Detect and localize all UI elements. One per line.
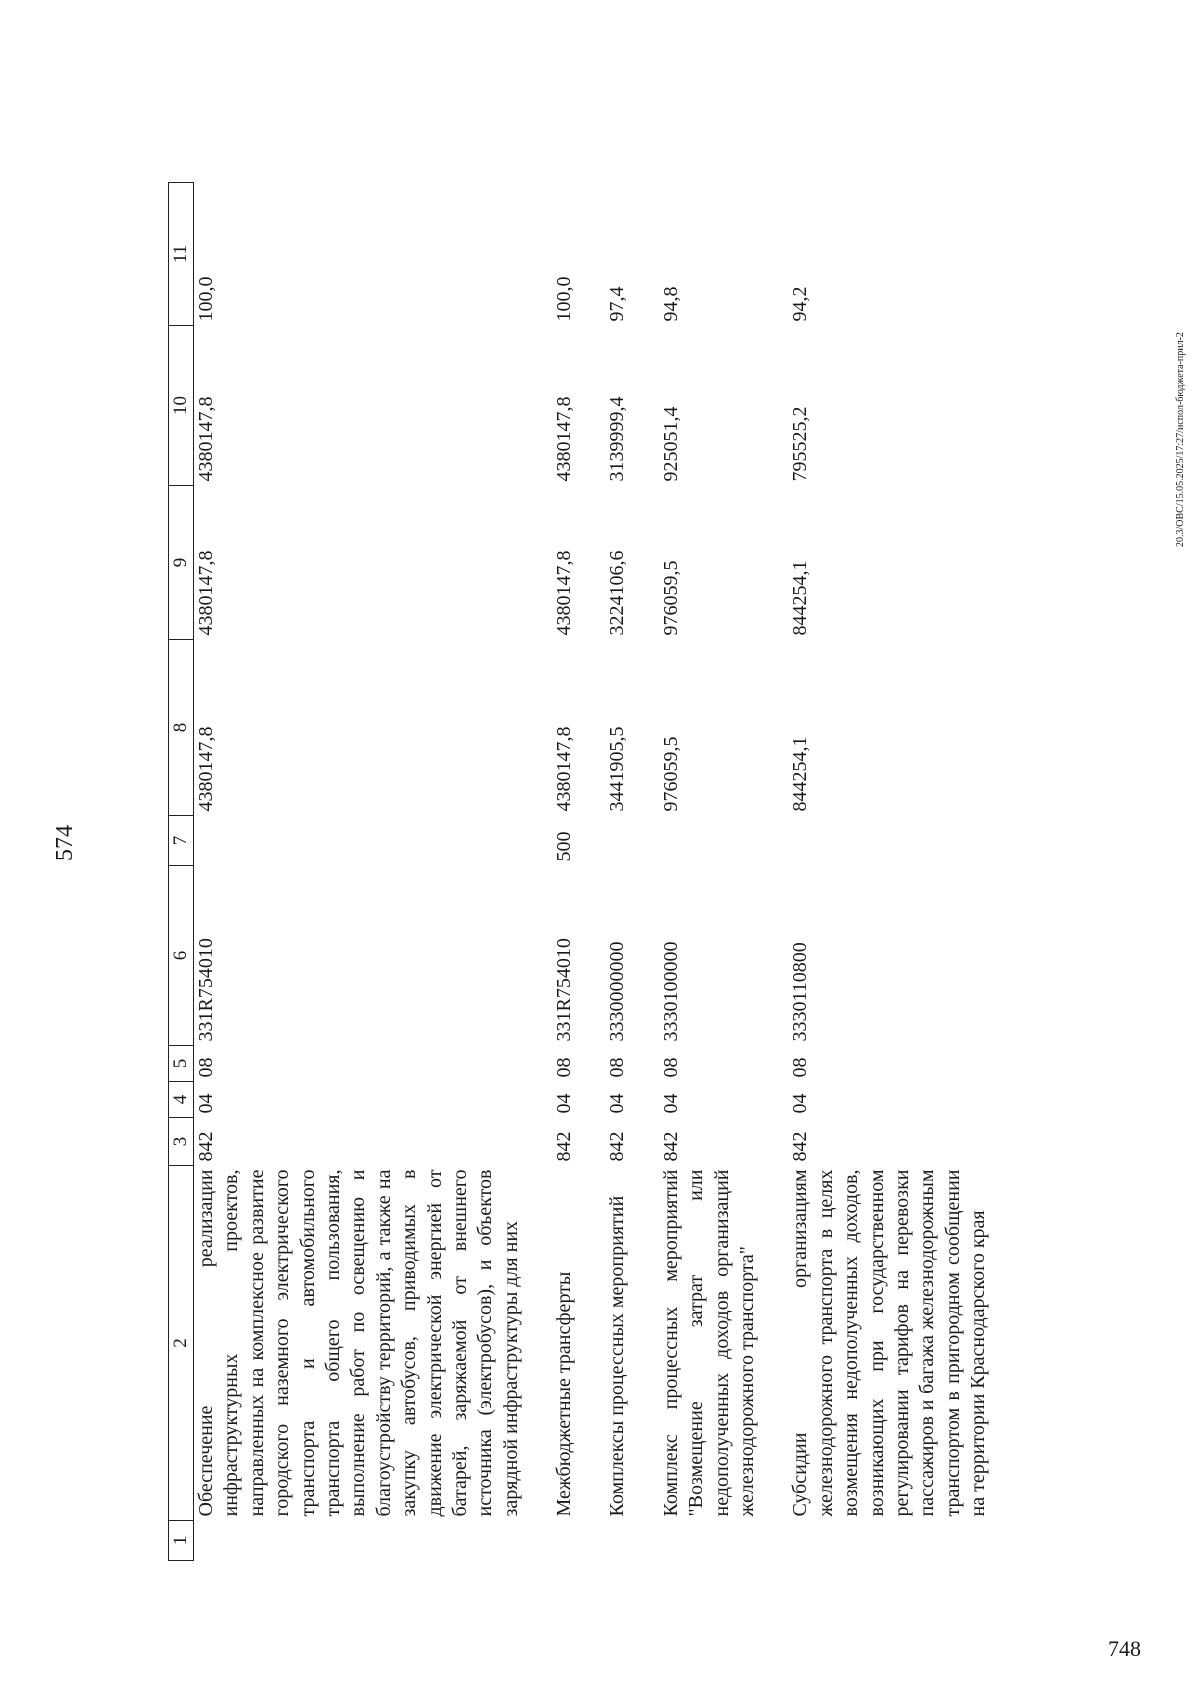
document-reference: 20.3/ОВС/15.05.2025/17:27/испол-бюджета-прил-2 xyxy=(1175,332,1186,547)
cell-admin-code: 842 xyxy=(789,1131,812,1162)
cell-subsection: 08 xyxy=(789,1057,812,1078)
cell-empty xyxy=(194,1521,553,1561)
cell-col10: 925051,4 xyxy=(659,406,682,482)
cell-section: 04 xyxy=(606,1093,629,1114)
cell-expense-type: 500 xyxy=(553,831,576,862)
cell-admin-code: 842 xyxy=(659,1131,682,1162)
cell-target-article: 331R754010 xyxy=(195,938,217,1042)
cell-col8: 3441905,5 xyxy=(606,726,629,812)
col-header-10: 10 xyxy=(169,326,194,486)
cell-col9: 4380147,8 xyxy=(553,550,576,636)
cell-target-article: 3330110800 xyxy=(789,942,812,1042)
cell-empty xyxy=(659,1521,789,1561)
col-header-8: 8 xyxy=(169,640,194,816)
col-header-1: 1 xyxy=(169,1521,194,1561)
cell-col10: 4380147,8 xyxy=(553,396,576,482)
cell-expense-type xyxy=(605,816,658,866)
cell-expense-type xyxy=(194,816,553,866)
col-header-2: 2 xyxy=(169,1166,194,1521)
table-row xyxy=(788,183,1019,1561)
row-name: Комплексы процессных мероприятий xyxy=(606,1195,629,1517)
table-body xyxy=(194,183,1020,1561)
cell-expense-type xyxy=(659,816,789,866)
cell-subsection: 08 xyxy=(606,1057,629,1078)
cell-col10: 4380147,8 xyxy=(195,396,217,482)
row-name: Межбюджетные трансферты xyxy=(553,1271,576,1517)
cell-section: 04 xyxy=(789,1093,812,1114)
cell-target-article: 3330100000 xyxy=(659,941,682,1042)
table-row xyxy=(552,183,605,1561)
page-number-top: 574 xyxy=(52,825,78,861)
col-header-11: 11 xyxy=(169,183,194,326)
cell-target-article: 331R754010 xyxy=(553,938,576,1042)
cell-admin-code: 842 xyxy=(195,1131,217,1162)
cell-expense-type xyxy=(788,816,1019,866)
cell-col8: 844254,1 xyxy=(789,736,812,812)
col-header-6: 6 xyxy=(169,866,194,1046)
cell-col11: 94,2 xyxy=(789,286,812,322)
row-name: Субсидии организациям железнодорожного транспорта в целях возмещения недополученных доходов, возникающих при государственном регулировании тарифов на перевозки пассажиров и багажа железнодорожным транспортом в пригородном сообщении на территории Краснодарского края xyxy=(789,1169,990,1517)
budget-table xyxy=(168,182,1020,1561)
cell-subsection: 08 xyxy=(553,1057,576,1078)
cell-subsection: 08 xyxy=(195,1057,217,1078)
cell-target-article: 3330000000 xyxy=(606,941,629,1042)
header-row xyxy=(169,183,194,1561)
cell-subsection: 08 xyxy=(659,1057,682,1078)
row-name: Комплекс процессных мероприятий "Возмещение затрат или недополученных доходов организаций железнодорожного транспорта" xyxy=(659,1169,759,1517)
cell-col11: 100,0 xyxy=(553,276,576,322)
cell-admin-code: 842 xyxy=(606,1131,629,1162)
cell-col10: 795525,2 xyxy=(789,406,812,482)
cell-col10: 3139999,4 xyxy=(606,396,629,482)
cell-empty xyxy=(552,1521,605,1561)
cell-col9: 976059,5 xyxy=(659,560,682,636)
cell-col9: 844254,1 xyxy=(789,560,812,636)
col-header-4: 4 xyxy=(169,1082,194,1118)
col-header-9: 9 xyxy=(169,486,194,640)
cell-empty xyxy=(788,1521,1019,1561)
table-row xyxy=(659,183,789,1561)
cell-col11: 100,0 xyxy=(195,276,217,322)
cell-section: 04 xyxy=(659,1093,682,1114)
page-number-bottom: 748 xyxy=(1108,1636,1141,1661)
cell-col11: 97,4 xyxy=(606,286,629,322)
cell-col9: 3224106,6 xyxy=(606,550,629,636)
table-row xyxy=(194,183,553,1561)
cell-col8: 976059,5 xyxy=(659,736,682,812)
cell-col11: 94,8 xyxy=(659,286,682,322)
col-header-5: 5 xyxy=(169,1046,194,1082)
cell-col8: 4380147,8 xyxy=(553,726,576,812)
row-name: Обеспечение реализации инфраструктурных проектов, направленных на комплексное развитие городского наземного электрического транспорта и автомобильного транспорта общего пользования, выполнение работ по освещению и благоустройству территорий, а также на закупку автобусов, приводимых в движение электрической энергией от батарей, заряжаемой от внешнего источника (электробусов), и объектов зарядной инфраструктуры для них xyxy=(195,1169,522,1517)
col-header-7: 7 xyxy=(169,816,194,866)
col-header-3: 3 xyxy=(169,1118,194,1166)
cell-admin-code: 842 xyxy=(553,1131,576,1162)
cell-empty xyxy=(605,1521,658,1561)
cell-section: 04 xyxy=(195,1093,217,1114)
cell-col8: 4380147,8 xyxy=(195,726,217,812)
cell-section: 04 xyxy=(553,1093,576,1114)
cell-col9: 4380147,8 xyxy=(195,550,217,636)
table-header xyxy=(169,183,194,1561)
table-row xyxy=(605,183,658,1561)
